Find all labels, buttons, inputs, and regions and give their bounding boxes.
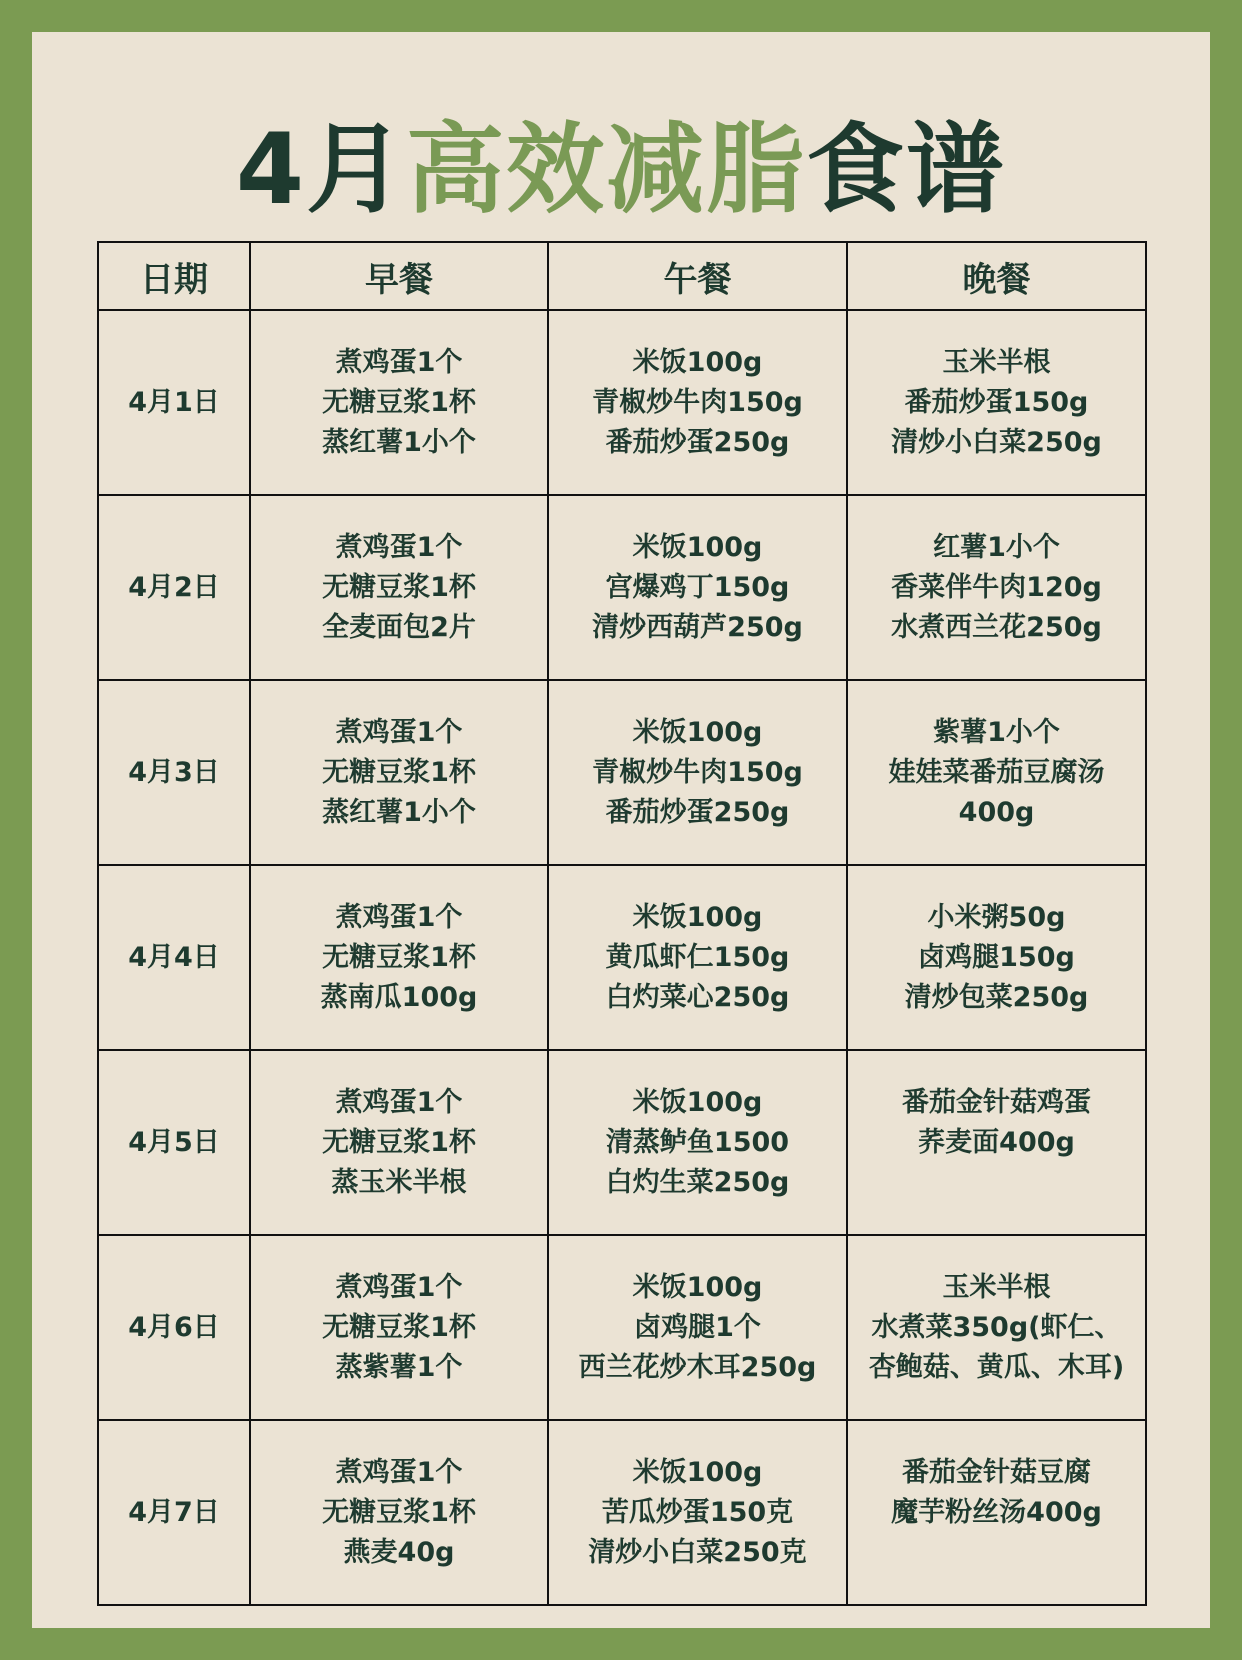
meal-item: 苦瓜炒蛋150克: [601, 1496, 794, 1528]
meal-item: 番茄炒蛋250g: [605, 796, 790, 828]
title-month: 4月: [235, 113, 407, 227]
meal-item: 水煮菜350g(虾仁、: [871, 1311, 1122, 1343]
dinner-cell: [847, 1420, 1146, 1605]
dinner-cell: [847, 1235, 1146, 1420]
meal-item: 煮鸡蛋1个: [335, 901, 463, 933]
table-header-row: [98, 242, 1146, 310]
meal-item: 煮鸡蛋1个: [335, 346, 463, 378]
meal-item: 清蒸鲈鱼1500: [605, 1126, 790, 1158]
table-row: [98, 310, 1146, 495]
meal-item: 玉米半根: [942, 346, 1051, 378]
meal-item: 水煮西兰花250g: [891, 611, 1102, 643]
table-row: [98, 1235, 1146, 1420]
meal-item: 米饭100g: [632, 531, 763, 563]
lunch-cell: [548, 1235, 847, 1420]
table-row: [98, 495, 1146, 680]
meal-item: 米饭100g: [632, 1271, 763, 1303]
dinner-items: [849, 1453, 1144, 1573]
meal-item: [849, 1533, 1144, 1573]
meal-item: 蒸红薯1小个: [322, 426, 476, 458]
meal-item: 400g: [958, 796, 1035, 828]
lunch-items: [550, 898, 845, 1018]
title-suffix: 食谱: [806, 113, 1007, 227]
meal-item: 米饭100g: [632, 716, 763, 748]
meal-item: 米饭100g: [632, 1456, 763, 1488]
meal-item: 煮鸡蛋1个: [335, 716, 463, 748]
meal-item: 无糖豆浆1杯: [322, 571, 476, 603]
meal-item: 煮鸡蛋1个: [335, 1086, 463, 1118]
breakfast-items: [252, 713, 546, 833]
lunch-cell: [548, 1050, 847, 1235]
breakfast-cell: [250, 865, 548, 1050]
breakfast-items: [252, 528, 546, 648]
date-cell: 4月5日: [98, 1050, 250, 1235]
lunch-cell: [548, 1420, 847, 1605]
lunch-cell: [548, 865, 847, 1050]
dinner-items: [849, 1268, 1144, 1388]
meal-item: 清炒小白菜250克: [588, 1536, 807, 1568]
recipe-card: [32, 32, 1210, 1628]
meal-item: 魔芋粉丝汤400g: [891, 1496, 1102, 1528]
meal-item: 宫爆鸡丁150g: [605, 571, 790, 603]
meal-item: 米饭100g: [632, 1086, 763, 1118]
meal-item: 西兰花炒木耳250g: [578, 1351, 817, 1383]
lunch-cell: [548, 495, 847, 680]
meal-item: 白灼生菜250g: [605, 1166, 790, 1198]
header-dinner: 晚餐: [847, 242, 1146, 310]
meal-item: 煮鸡蛋1个: [335, 531, 463, 563]
date-cell: 4月2日: [98, 495, 250, 680]
dinner-items: [849, 343, 1144, 463]
dinner-items: [849, 898, 1144, 1018]
breakfast-cell: [250, 1050, 548, 1235]
table-row: [98, 865, 1146, 1050]
breakfast-cell: [250, 310, 548, 495]
breakfast-cell: [250, 680, 548, 865]
date-cell: 4月7日: [98, 1420, 250, 1605]
meal-item: 黄瓜虾仁150g: [605, 941, 790, 973]
header-date: 日期: [98, 242, 250, 310]
table-row: [98, 1050, 1146, 1235]
dinner-items: [849, 1083, 1144, 1203]
dinner-items: [849, 713, 1144, 833]
meal-item: 卤鸡腿150g: [918, 941, 1075, 973]
meal-plan-table: [97, 241, 1147, 1606]
header-breakfast: 早餐: [250, 242, 548, 310]
meal-item: 米饭100g: [632, 901, 763, 933]
meal-item: 番茄金针菇鸡蛋: [902, 1086, 1091, 1118]
date-cell: 4月3日: [98, 680, 250, 865]
meal-item: 煮鸡蛋1个: [335, 1456, 463, 1488]
breakfast-items: [252, 343, 546, 463]
meal-item: 燕麦40g: [343, 1536, 455, 1568]
meal-item: 煮鸡蛋1个: [335, 1271, 463, 1303]
lunch-cell: [548, 680, 847, 865]
header-lunch: 午餐: [548, 242, 847, 310]
meal-item: 无糖豆浆1杯: [322, 1311, 476, 1343]
meal-item: 卤鸡腿1个: [634, 1311, 761, 1343]
meal-item: 米饭100g: [632, 346, 763, 378]
meal-item: [849, 1163, 1144, 1203]
meal-item: 白灼菜心250g: [605, 981, 790, 1013]
dinner-cell: [847, 1050, 1146, 1235]
lunch-items: [550, 1083, 845, 1203]
meal-item: 紫薯1小个: [933, 716, 1060, 748]
date-cell: 4月1日: [98, 310, 250, 495]
meal-item: 青椒炒牛肉150g: [592, 386, 803, 418]
meal-item: 番茄炒蛋150g: [904, 386, 1089, 418]
meal-item: 清炒小白菜250g: [891, 426, 1102, 458]
meal-item: 无糖豆浆1杯: [322, 386, 476, 418]
page-title: [32, 110, 1210, 230]
lunch-cell: [548, 310, 847, 495]
meal-item: 无糖豆浆1杯: [322, 756, 476, 788]
lunch-items: [550, 528, 845, 648]
date-cell: 4月6日: [98, 1235, 250, 1420]
lunch-items: [550, 713, 845, 833]
lunch-items: [550, 343, 845, 463]
breakfast-items: [252, 1083, 546, 1203]
breakfast-cell: [250, 1235, 548, 1420]
meal-item: 蒸玉米半根: [331, 1166, 467, 1198]
breakfast-items: [252, 1268, 546, 1388]
meal-item: 蒸南瓜100g: [320, 981, 478, 1013]
dinner-cell: [847, 310, 1146, 495]
meal-item: 蒸红薯1小个: [322, 796, 476, 828]
meal-item: 杏鲍菇、黄瓜、木耳): [868, 1351, 1125, 1383]
date-cell: 4月4日: [98, 865, 250, 1050]
meal-item: 娃娃菜番茄豆腐汤: [888, 756, 1105, 788]
meal-item: 无糖豆浆1杯: [322, 941, 476, 973]
meal-item: 青椒炒牛肉150g: [592, 756, 803, 788]
breakfast-cell: [250, 495, 548, 680]
meal-item: 香菜伴牛肉120g: [891, 571, 1102, 603]
meal-item: 清炒包菜250g: [904, 981, 1089, 1013]
meal-item: 番茄炒蛋250g: [605, 426, 790, 458]
dinner-cell: [847, 680, 1146, 865]
breakfast-items: [252, 1453, 546, 1573]
lunch-items: [550, 1453, 845, 1573]
breakfast-items: [252, 898, 546, 1018]
meal-item: 无糖豆浆1杯: [322, 1496, 476, 1528]
meal-item: 番茄金针菇豆腐: [902, 1456, 1091, 1488]
meal-item: 蒸紫薯1个: [335, 1351, 463, 1383]
dinner-cell: [847, 495, 1146, 680]
breakfast-cell: [250, 1420, 548, 1605]
meal-item: 小米粥50g: [927, 901, 1066, 933]
meal-item: 荞麦面400g: [918, 1126, 1075, 1158]
meal-item: 红薯1小个: [933, 531, 1060, 563]
dinner-cell: [847, 865, 1146, 1050]
meal-item: 无糖豆浆1杯: [322, 1126, 476, 1158]
dinner-items: [849, 528, 1144, 648]
meal-item: 清炒西葫芦250g: [592, 611, 803, 643]
meal-item: 全麦面包2片: [322, 611, 476, 643]
table-row: [98, 680, 1146, 865]
title-highlight: 高效减脂: [406, 113, 807, 227]
table-row: [98, 1420, 1146, 1605]
lunch-items: [550, 1268, 845, 1388]
meal-item: 玉米半根: [942, 1271, 1051, 1303]
